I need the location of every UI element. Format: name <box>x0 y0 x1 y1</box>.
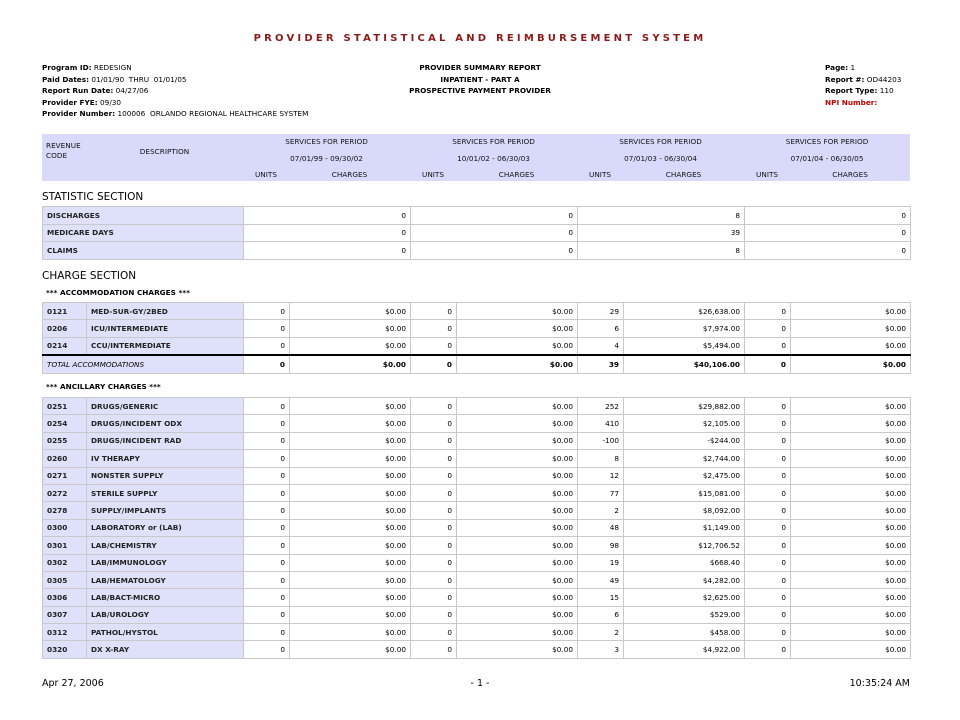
charges-cell: $5,494.00 <box>624 337 745 355</box>
units-cell: 0 <box>745 537 791 554</box>
period-4-title: SERVICES FOR PERIOD <box>744 134 910 148</box>
units-cell: 0 <box>411 432 457 449</box>
ancillary-table <box>42 397 911 659</box>
units-cell: 0 <box>244 484 290 501</box>
description: IV THERAPY <box>87 450 244 467</box>
revenue-code: 0300 <box>43 519 87 536</box>
charges-cell: $0.00 <box>791 450 911 467</box>
revenue-code-header: REVENUE CODE <box>42 134 86 168</box>
charges-cell: $0.00 <box>457 398 578 415</box>
revenue-code: 0307 <box>43 606 87 623</box>
units-cell: 0 <box>745 484 791 501</box>
charges-cell: $0.00 <box>791 554 911 571</box>
charges-cell: $0.00 <box>791 606 911 623</box>
report-provider-type: PROSPECTIVE PAYMENT PROVIDER <box>409 86 551 96</box>
description: MED-SUR-GY/2BED <box>87 303 244 320</box>
charges-cell: $0.00 <box>791 337 911 355</box>
description-header: DESCRIPTION <box>86 134 243 168</box>
units-cell: 0 <box>244 554 290 571</box>
table-row <box>43 554 911 571</box>
table-row <box>43 320 911 337</box>
units-cell: 29 <box>578 303 624 320</box>
charges-cell: $0.00 <box>791 519 911 536</box>
stat-label: DISCHARGES <box>43 207 244 225</box>
units-cell: 0 <box>244 537 290 554</box>
charges-cell: $8,092.00 <box>624 502 745 519</box>
description: STERILE SUPPLY <box>87 484 244 501</box>
description: LAB/CHEMISTRY <box>87 537 244 554</box>
charges-cell: $40,106.00 <box>624 355 745 373</box>
charges-cell: $0.00 <box>791 398 911 415</box>
charges-cell: $0.00 <box>290 355 411 373</box>
charges-cell: $0.00 <box>457 519 578 536</box>
table-row <box>43 537 911 554</box>
charges-cell: $0.00 <box>290 589 411 606</box>
description: LAB/IMMUNOLOGY <box>87 554 244 571</box>
table-row <box>43 337 911 355</box>
charges-cell: $529.00 <box>624 606 745 623</box>
charges-cell: $0.00 <box>457 571 578 588</box>
revenue-code: 0272 <box>43 484 87 501</box>
accommodation-title: *** ACCOMMODATION CHARGES *** <box>46 288 190 297</box>
units-cell: 8 <box>578 450 624 467</box>
stat-label: MEDICARE DAYS <box>43 224 244 242</box>
units-cell: 0 <box>411 484 457 501</box>
charges-cell: $458.00 <box>624 624 745 641</box>
charges-cell: $0.00 <box>457 554 578 571</box>
revenue-code: 0312 <box>43 624 87 641</box>
provider-number: Provider Number: 100006 ORLANDO REGIONAL HEALTHCARE SYSTEM <box>42 109 309 119</box>
revenue-code: 0306 <box>43 589 87 606</box>
revenue-code: 0121 <box>43 303 87 320</box>
units-cell: 0 <box>244 467 290 484</box>
units-cell: 0 <box>745 589 791 606</box>
revenue-code: 0320 <box>43 641 87 658</box>
charges-cell: $0.00 <box>457 303 578 320</box>
revenue-code: 0278 <box>43 502 87 519</box>
report-title: PROVIDER STATISTICAL AND REIMBURSEMENT SYSTEM <box>253 33 707 44</box>
charges-cell: $0.00 <box>791 303 911 320</box>
units-cell: 0 <box>244 606 290 623</box>
revenue-code: 0260 <box>43 450 87 467</box>
charges-cell: $0.00 <box>791 589 911 606</box>
charges-cell: $0.00 <box>457 450 578 467</box>
table-row: CLAIMS 0 0 8 0 <box>43 242 911 260</box>
units-cell: 48 <box>578 519 624 536</box>
charges-cell: $0.00 <box>290 606 411 623</box>
statistic-section-title: STATISTIC SECTION <box>42 191 144 203</box>
units-cell: 0 <box>411 554 457 571</box>
header-left <box>42 62 308 120</box>
units-cell: 0 <box>745 320 791 337</box>
charges-cell: $668.40 <box>624 554 745 571</box>
charges-cell: $0.00 <box>791 502 911 519</box>
revenue-code: 0251 <box>43 398 87 415</box>
period-3-title: SERVICES FOR PERIOD <box>577 134 744 148</box>
charges-cell: $0.00 <box>290 320 411 337</box>
stat-label: CLAIMS <box>43 242 244 260</box>
units-cell: 0 <box>745 624 791 641</box>
table-row: MEDICARE DAYS 0 0 39 0 <box>43 224 911 242</box>
page-number: Page: 1 <box>825 63 856 72</box>
charges-cell: $0.00 <box>290 337 411 355</box>
units-cell: 0 <box>411 589 457 606</box>
units-cell: 12 <box>578 467 624 484</box>
charges-cell: $2,105.00 <box>624 415 745 432</box>
units-cell: 0 <box>244 432 290 449</box>
units-cell: 0 <box>745 502 791 519</box>
units-cell: 0 <box>745 641 791 658</box>
charges-cell: $0.00 <box>290 537 411 554</box>
charges-cell: $0.00 <box>457 415 578 432</box>
charges-cell: $0.00 <box>791 467 911 484</box>
units-cell: 49 <box>578 571 624 588</box>
charges-cell: $2,475.00 <box>624 467 745 484</box>
charges-cell: $0.00 <box>791 355 911 373</box>
charges-cell: $0.00 <box>457 502 578 519</box>
revenue-code: 0214 <box>43 337 87 355</box>
description: LABORATORY or (LAB) <box>87 519 244 536</box>
description: LAB/UROLOGY <box>87 606 244 623</box>
revenue-code: 0254 <box>43 415 87 432</box>
charges-cell: $0.00 <box>457 484 578 501</box>
units-cell: 0 <box>411 537 457 554</box>
units-cell: 0 <box>411 303 457 320</box>
units-cell: 0 <box>244 355 290 373</box>
charges-cell: $0.00 <box>290 415 411 432</box>
charges-cell: $0.00 <box>290 484 411 501</box>
charges-cell: $0.00 <box>457 337 578 355</box>
column-header <box>42 134 910 181</box>
charges-cell: $0.00 <box>290 450 411 467</box>
accommodation-table <box>42 302 911 374</box>
revenue-code: 0255 <box>43 432 87 449</box>
units-cell: 0 <box>411 519 457 536</box>
units-cell: 0 <box>411 571 457 588</box>
table-row <box>43 641 911 658</box>
charges-cell: $0.00 <box>457 606 578 623</box>
charges-cell: $0.00 <box>457 320 578 337</box>
header-center <box>330 62 630 97</box>
units-cell: 252 <box>578 398 624 415</box>
charges-cell: $0.00 <box>290 398 411 415</box>
description: DRUGS/INCIDENT ODX <box>87 415 244 432</box>
charges-cell: $0.00 <box>457 467 578 484</box>
units-cell: 0 <box>745 554 791 571</box>
units-cell: 0 <box>244 589 290 606</box>
units-cell: 0 <box>244 571 290 588</box>
units-cell: 0 <box>411 415 457 432</box>
charges-cell: $0.00 <box>290 432 411 449</box>
charges-cell: $0.00 <box>457 589 578 606</box>
units-cell: 0 <box>411 398 457 415</box>
charges-cell: $0.00 <box>457 537 578 554</box>
table-row <box>43 519 911 536</box>
table-row <box>43 467 911 484</box>
description: DX X-RAY <box>87 641 244 658</box>
description: DRUGS/INCIDENT RAD <box>87 432 244 449</box>
units-cell: 6 <box>578 606 624 623</box>
units-cell: 0 <box>745 606 791 623</box>
table-row <box>43 432 911 449</box>
units-cell: 4 <box>578 337 624 355</box>
description: LAB/HEMATOLOGY <box>87 571 244 588</box>
units-cell: 0 <box>411 355 457 373</box>
period-2-range: 10/01/02 - 06/30/03 <box>410 148 577 168</box>
units-cell: 0 <box>411 641 457 658</box>
footer-date: Apr 27, 2006 <box>42 678 104 689</box>
charges-cell: $29,882.00 <box>624 398 745 415</box>
units-cell: 3 <box>578 641 624 658</box>
units-cell: 0 <box>745 432 791 449</box>
table-row <box>43 398 911 415</box>
units-cell: 0 <box>244 320 290 337</box>
header-right <box>825 62 901 108</box>
description: CCU/INTERMEDIATE <box>87 337 244 355</box>
table-row <box>43 589 911 606</box>
units-cell: -100 <box>578 432 624 449</box>
table-row <box>43 303 911 320</box>
provider-fye: Provider FYE: 09/30 <box>42 97 122 107</box>
units-cell: 0 <box>244 502 290 519</box>
charges-cell: $0.00 <box>290 519 411 536</box>
charges-cell: $0.00 <box>791 537 911 554</box>
units-cell: 98 <box>578 537 624 554</box>
period-1-range: 07/01/99 - 09/30/02 <box>243 148 410 168</box>
charges-cell: $0.00 <box>791 320 911 337</box>
units-cell: 0 <box>244 624 290 641</box>
charges-cell: $4,282.00 <box>624 571 745 588</box>
charges-cell: $0.00 <box>290 624 411 641</box>
charges-cell: $2,625.00 <box>624 589 745 606</box>
units-cell: 0 <box>244 337 290 355</box>
units-cell: 0 <box>745 450 791 467</box>
charges-cell: $0.00 <box>457 432 578 449</box>
charges-cell: $0.00 <box>457 355 578 373</box>
charges-cell: $0.00 <box>290 502 411 519</box>
table-row <box>43 606 911 623</box>
charge-section-title: CHARGE SECTION <box>42 270 137 282</box>
units-cell: 0 <box>244 519 290 536</box>
units-cell: 0 <box>745 467 791 484</box>
units-cell: 0 <box>411 450 457 467</box>
charges-cell: -$244.00 <box>624 432 745 449</box>
description: DRUGS/GENERIC <box>87 398 244 415</box>
units-cell: 19 <box>578 554 624 571</box>
charges-cell: $4,922.00 <box>624 641 745 658</box>
units-cell: 0 <box>745 519 791 536</box>
total-row <box>43 355 911 373</box>
units-cell: 6 <box>578 320 624 337</box>
units-header: UNITS <box>243 168 289 181</box>
units-cell: 2 <box>578 624 624 641</box>
period-1-title: SERVICES FOR PERIOD <box>243 134 410 148</box>
units-cell: 77 <box>578 484 624 501</box>
description: PATHOL/HYSTOL <box>87 624 244 641</box>
report-type: Report Type: 110 <box>825 86 894 96</box>
ancillary-title: *** ANCILLARY CHARGES *** <box>46 382 161 391</box>
table-row <box>43 484 911 501</box>
charges-cell: $2,744.00 <box>624 450 745 467</box>
charges-cell: $26,638.00 <box>624 303 745 320</box>
charges-header: CHARGES <box>790 168 910 181</box>
units-cell: 0 <box>411 502 457 519</box>
npi-number: NPI Number: <box>825 97 878 107</box>
charges-header: CHARGES <box>289 168 410 181</box>
units-cell: 0 <box>411 337 457 355</box>
units-cell: 0 <box>745 337 791 355</box>
units-cell: 0 <box>244 398 290 415</box>
units-cell: 0 <box>411 467 457 484</box>
charges-cell: $0.00 <box>791 641 911 658</box>
paid-dates: Paid Dates: 01/01/90 THRU 01/01/05 <box>42 74 187 84</box>
table-row <box>43 571 911 588</box>
units-cell: 410 <box>578 415 624 432</box>
units-cell: 0 <box>745 415 791 432</box>
table-row <box>43 450 911 467</box>
charges-cell: $0.00 <box>457 641 578 658</box>
period-4-range: 07/01/04 - 06/30/05 <box>744 148 910 168</box>
description: SUPPLY/IMPLANTS <box>87 502 244 519</box>
footer-time: 10:35:24 AM <box>849 678 910 689</box>
units-cell: 0 <box>244 450 290 467</box>
charges-header: CHARGES <box>623 168 744 181</box>
units-cell: 15 <box>578 589 624 606</box>
table-row <box>43 502 911 519</box>
charges-cell: $0.00 <box>290 571 411 588</box>
program-id: Program ID: REDESIGN <box>42 63 132 72</box>
charges-cell: $1,149.00 <box>624 519 745 536</box>
charges-cell: $7,974.00 <box>624 320 745 337</box>
units-cell: 0 <box>745 303 791 320</box>
period-2-title: SERVICES FOR PERIOD <box>410 134 577 148</box>
units-cell: 0 <box>244 641 290 658</box>
units-cell: 0 <box>411 320 457 337</box>
charges-cell: $0.00 <box>290 303 411 320</box>
description: LAB/BACT-MICRO <box>87 589 244 606</box>
period-3-range: 07/01/03 - 06/30/04 <box>577 148 744 168</box>
charges-cell: $0.00 <box>791 415 911 432</box>
description: NONSTER SUPPLY <box>87 467 244 484</box>
footer-page: - 1 - <box>470 678 490 689</box>
charges-cell: $0.00 <box>791 571 911 588</box>
units-cell: 0 <box>745 398 791 415</box>
total-label: TOTAL ACCOMMODATIONS <box>43 355 244 373</box>
units-cell: 0 <box>745 355 791 373</box>
units-cell: 0 <box>411 606 457 623</box>
units-cell: 2 <box>578 502 624 519</box>
revenue-code: 0271 <box>43 467 87 484</box>
report-name: PROVIDER SUMMARY REPORT <box>419 63 541 72</box>
report-number: Report #: OD44203 <box>825 74 902 84</box>
revenue-code: 0206 <box>43 320 87 337</box>
table-row <box>43 415 911 432</box>
units-header: UNITS <box>577 168 623 181</box>
charges-cell: $0.00 <box>791 624 911 641</box>
charges-cell: $0.00 <box>457 624 578 641</box>
report-part: INPATIENT - PART A <box>440 74 520 84</box>
units-header: UNITS <box>744 168 790 181</box>
charges-cell: $0.00 <box>290 467 411 484</box>
units-cell: 0 <box>244 303 290 320</box>
statistic-table <box>42 206 911 260</box>
charges-cell: $0.00 <box>791 432 911 449</box>
revenue-code: 0302 <box>43 554 87 571</box>
revenue-code: 0301 <box>43 537 87 554</box>
units-cell: 0 <box>745 571 791 588</box>
charges-cell: $12,706.52 <box>624 537 745 554</box>
charges-cell: $15,081.00 <box>624 484 745 501</box>
charges-cell: $0.00 <box>290 641 411 658</box>
description: ICU/INTERMEDIATE <box>87 320 244 337</box>
charges-cell: $0.00 <box>290 554 411 571</box>
units-cell: 39 <box>578 355 624 373</box>
table-row <box>43 624 911 641</box>
units-cell: 0 <box>244 415 290 432</box>
report-run-date: Report Run Date: 04/27/06 <box>42 86 149 96</box>
table-row: DISCHARGES 0 0 8 0 <box>43 207 911 225</box>
units-header: UNITS <box>410 168 456 181</box>
charges-cell: $0.00 <box>791 484 911 501</box>
charges-header: CHARGES <box>456 168 577 181</box>
revenue-code: 0305 <box>43 571 87 588</box>
units-cell: 0 <box>411 624 457 641</box>
